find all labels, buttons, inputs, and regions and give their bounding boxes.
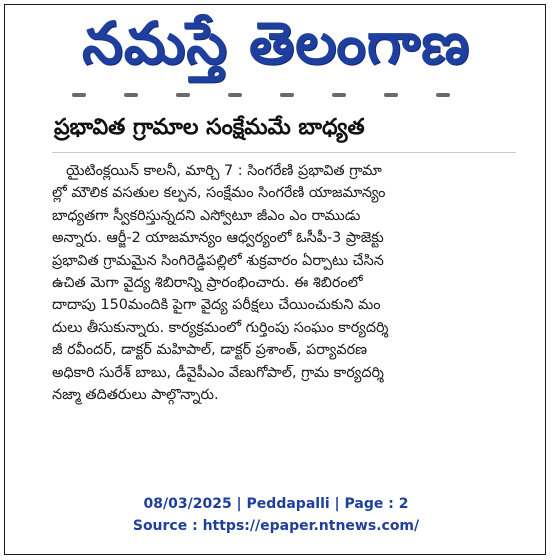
article-line: దులు తీసుకున్నారు. కార్యక్రమంలో గుర్తింపు సంఘం కార్యదర్శి xyxy=(52,319,389,336)
newspaper-logo: నమస్తే తెలంగాణ xyxy=(82,9,470,77)
article-line: బాధ్యతగా స్వీకరిస్తున్నదని ఎస్వోటూ జీఎం ఎం రాముడు xyxy=(52,207,361,224)
article-body xyxy=(52,160,514,406)
article-line: అధికారి సురేశ్ బాబు, డీవైపీఎం వేణుగోపాల్, గ్రామ కార్యదర్శి xyxy=(52,364,384,381)
article-headline: ప్రభావిత గ్రామాల సంక్షేమమే బాధ్యత xyxy=(54,115,365,140)
article-line: ఉచిత మెగా వైద్య శిబిరాన్ని ప్రారంభించారు. ఈ శిబిరంలో xyxy=(52,275,363,292)
article-line: యైటింక్లయిన్ కాలనీ, మార్చి 7 : సింగరేణి ప్రభావిత గ్రామా xyxy=(66,163,382,179)
article-line: దాదాపు 150మందికి పైగా వైద్య పరీక్షలు చేయించుకుని మం xyxy=(52,297,381,314)
article-content xyxy=(52,88,512,468)
article-line: అన్నారు. ఆర్జీ-2 యాజమాన్యం ఆధ్వర్యంలో ఓసీపీ-3 ప్రాజెక్టు xyxy=(52,230,384,247)
article-clipping xyxy=(46,88,516,468)
article-line: ల్లో మౌలిక వసతుల కల్పన, సంక్షేమం సింగరేణి యాజమాన్యం xyxy=(52,185,386,202)
edition-info: 08/03/2025 | Peddapalli | Page : 2 xyxy=(143,496,409,512)
article-line: జీ రవీందర్, డాక్టర్ మహిపాల్, డాక్టర్ ప్రశాంత్, పర్యావరణ xyxy=(52,342,367,359)
clipping-cut-edge xyxy=(72,90,492,100)
article-line: ప్రభావిత గ్రామమైన సింగిరెడ్డిపల్లిలో శుక్రవారం ఏర్పాటు చేసిన xyxy=(52,252,384,269)
masthead xyxy=(0,6,552,80)
headline-divider xyxy=(52,152,516,153)
article-line: నజ్మా తదితరులు పాల్గొన్నారు. xyxy=(52,387,219,404)
source-link[interactable]: Source : https://epaper.ntnews.com/ xyxy=(132,518,420,534)
